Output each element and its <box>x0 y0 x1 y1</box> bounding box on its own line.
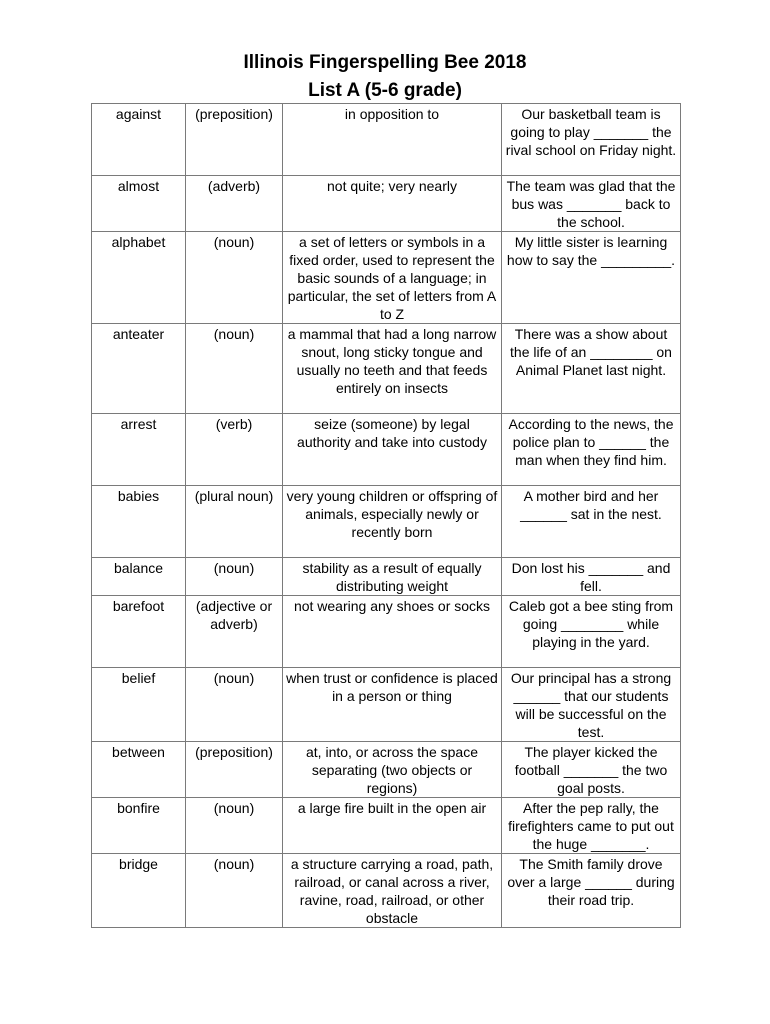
definition-cell: a set of letters or symbols in a fixed order, used to represent the basic sounds of a language; in particular, the set of letters from A to Z <box>283 232 502 324</box>
table-row <box>92 742 681 798</box>
part-of-speech-cell: (noun) <box>186 798 283 854</box>
table-row <box>92 414 681 486</box>
definition-cell: not wearing any shoes or socks <box>283 596 502 668</box>
example-sentence-cell: There was a show about the life of an ________ on Animal Planet last night. <box>502 324 681 414</box>
definition-cell: not quite; very nearly <box>283 176 502 232</box>
word-cell: against <box>92 104 186 176</box>
vocabulary-table-body <box>92 104 681 928</box>
definition-cell: seize (someone) by legal authority and take into custody <box>283 414 502 486</box>
example-sentence-cell: The team was glad that the bus was _______ back to the school. <box>502 176 681 232</box>
word-cell: alphabet <box>92 232 186 324</box>
document-subtitle: List A (5-6 grade) <box>308 80 462 101</box>
part-of-speech-cell: (noun) <box>186 854 283 928</box>
vocabulary-table <box>91 103 681 928</box>
word-cell: barefoot <box>92 596 186 668</box>
example-sentence-cell: A mother bird and her ______ sat in the nest. <box>502 486 681 558</box>
definition-cell: a large fire built in the open air <box>283 798 502 854</box>
example-sentence-cell: Caleb got a bee sting from going ________ while playing in the yard. <box>502 596 681 668</box>
example-sentence-cell: According to the news, the police plan to ______ the man when they find him. <box>502 414 681 486</box>
definition-cell: stability as a result of equally distributing weight <box>283 558 502 596</box>
word-cell: babies <box>92 486 186 558</box>
table-row <box>92 558 681 596</box>
table-row <box>92 854 681 928</box>
example-sentence-cell: The Smith family drove over a large ______ during their road trip. <box>502 854 681 928</box>
definition-cell: at, into, or across the space separating (two objects or regions) <box>283 742 502 798</box>
part-of-speech-cell: (noun) <box>186 324 283 414</box>
part-of-speech-cell: (noun) <box>186 232 283 324</box>
example-sentence-cell: After the pep rally, the firefighters came to put out the huge _______. <box>502 798 681 854</box>
part-of-speech-cell: (noun) <box>186 558 283 596</box>
document-title: Illinois Fingerspelling Bee 2018 <box>243 52 527 73</box>
example-sentence-cell: Our basketball team is going to play _______ the rival school on Friday night. <box>502 104 681 176</box>
table-row <box>92 668 681 742</box>
part-of-speech-cell: (verb) <box>186 414 283 486</box>
part-of-speech-cell: (plural noun) <box>186 486 283 558</box>
word-cell: belief <box>92 668 186 742</box>
word-cell: balance <box>92 558 186 596</box>
word-cell: bonfire <box>92 798 186 854</box>
word-cell: between <box>92 742 186 798</box>
definition-cell: in opposition to <box>283 104 502 176</box>
table-row <box>92 486 681 558</box>
definition-cell: very young children or offspring of animals, especially newly or recently born <box>283 486 502 558</box>
part-of-speech-cell: (noun) <box>186 668 283 742</box>
definition-cell: when trust or confidence is placed in a person or thing <box>283 668 502 742</box>
part-of-speech-cell: (adjective or adverb) <box>186 596 283 668</box>
table-row <box>92 596 681 668</box>
word-cell: arrest <box>92 414 186 486</box>
table-row <box>92 232 681 324</box>
table-row <box>92 176 681 232</box>
table-row <box>92 324 681 414</box>
definition-cell: a structure carrying a road, path, railroad, or canal across a river, ravine, road, railroad, or other obstacle <box>283 854 502 928</box>
table-row <box>92 798 681 854</box>
example-sentence-cell: Our principal has a strong ______ that our students will be successful on the test. <box>502 668 681 742</box>
word-cell: bridge <box>92 854 186 928</box>
example-sentence-cell: Don lost his _______ and fell. <box>502 558 681 596</box>
part-of-speech-cell: (adverb) <box>186 176 283 232</box>
word-cell: almost <box>92 176 186 232</box>
word-cell: anteater <box>92 324 186 414</box>
definition-cell: a mammal that had a long narrow snout, long sticky tongue and usually no teeth and that feeds entirely on insects <box>283 324 502 414</box>
table-row <box>92 104 681 176</box>
example-sentence-cell: The player kicked the football _______ the two goal posts. <box>502 742 681 798</box>
part-of-speech-cell: (preposition) <box>186 104 283 176</box>
part-of-speech-cell: (preposition) <box>186 742 283 798</box>
example-sentence-cell: My little sister is learning how to say the _________. <box>502 232 681 324</box>
